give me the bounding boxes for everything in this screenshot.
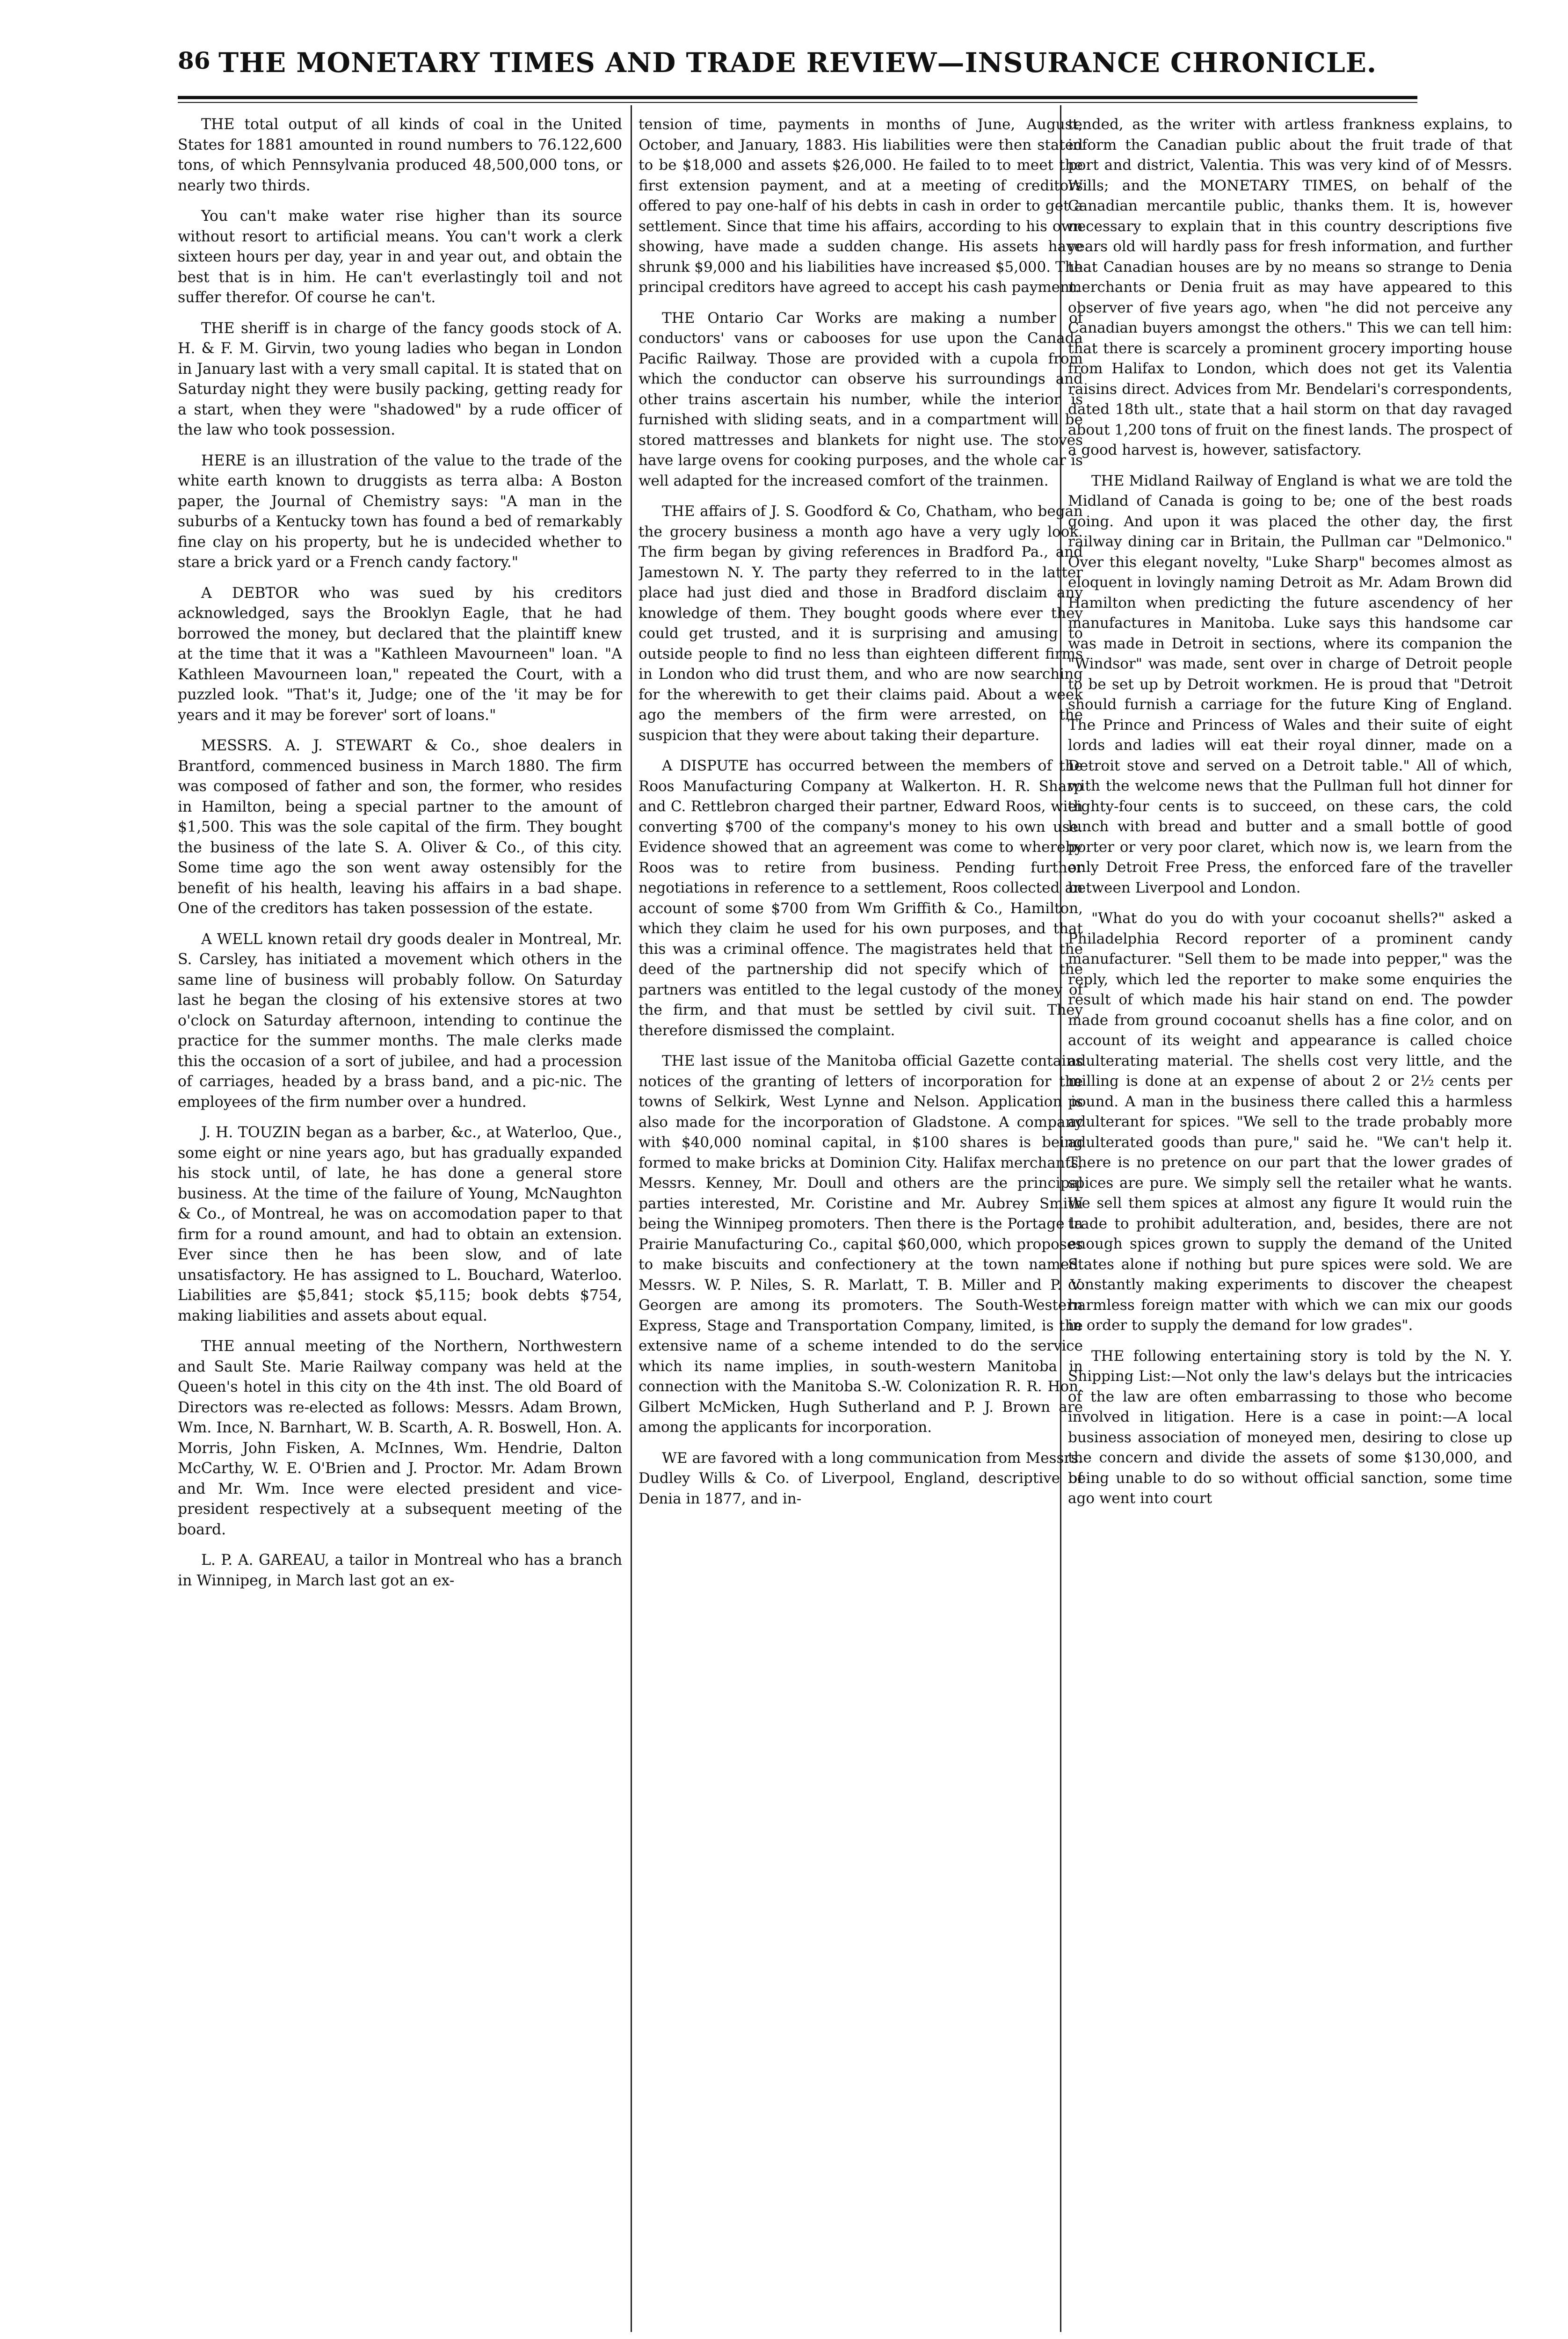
header-rule-thin (178, 102, 1417, 103)
article-paragraph: THE annual meeting of the Northern, Northwestern and Sault Ste. Marie Railway company was held at the Queen's hotel in this city on the 4th inst. The old Board of Directors was re-elected as follows: Messrs. Adam Brown, Wm. Ince, N. Barnhart, W. B. Scarth, A. R. Boswell, Hon. A. Morris, John Fisken, A. McInnes, Wm. Hendrie, Dalton McCarthy, W. E. O'Brien and J. Proctor. Mr. Adam Brown and Mr. Wm. Ince were elected president and vice-president respectively at a subsequent meeting of the board. (178, 1338, 622, 1538)
article-paragraph: WE are favored with a long communication from Messrs. Dudley Wills & Co. of Liverpool, England, descriptive of Denia in 1877, and in- (639, 1449, 1083, 1507)
article-paragraph: A DISPUTE has occurred between the members of the Roos Manufacturing Company at Walkerton. H. R. Sharp and C. Rettlebron charged their partner, Edward Roos, with converting $700 of the company's money to his own use. Evidence showed that an agreement was come to whereby Roos was to retire from business. Pending further negotiations in reference to a settlement, Roos collected an account of some $700 from Wm Griffith & Co., Hamilton, which they claim he used for his own purposes, and that this was a criminal offence. The magistrates held that the deed of the partnership did not specify which of the partners was entitled to the legal custody of the money of the firm, and that must be settled by civil suit. They therefore dismissed the complaint. (639, 757, 1083, 1039)
article-paragraph-continued: tension of time, payments in months of June, August, October, and January, 1883. His liabilities were then stated to be $18,000 and assets $26,000. He failed to to meet the first extension payment, and at a meeting of creditors offered to pay one-half of his debts in cash in order to get a settlement. Since that time his affairs, according to his own showing, have made a sudden change. His assets have shrunk $9,000 and his liabilities have increased $5,000. The principal creditors have agreed to accept his cash payment. (639, 116, 1083, 296)
article-paragraph: THE Midland Railway of England is what we are told the Midland of Canada is going to be; one of the best roads going. And upon it was placed the other day, the first railway dining car in Britain, the Pullman car "Delmonico." Over this elegant novelty, "Luke Sharp" becomes almost as eloquent in lovingly naming Detroit as Mr. Adam Brown did Hamilton when predicting the future ascendency of her manufactures in Manitoba. Luke says this handsome car was made in Detroit in sections, where its companion the "Windsor" was made, sent over in charge of Detroit people to be set up by Detroit workmen. He is proud that "Detroit should furnish a carriage for the future King of England. The Prince and Princess of Wales and their suite of eight lords and ladies will eat their royal dinner, made on a Detroit stove and served on a Detroit table." All of which, with the welcome news that the Pullman full hot dinner for eighty-four cents is to succeed, on these cars, the cold lunch with bread and butter and a small bottle of good porter or very poor claret, which now is, we learn from the only Detroit Free Press, the enforced fare of the traveller between Liverpool and London. (1068, 472, 1512, 896)
article-paragraph: A WELL known retail dry goods dealer in Montreal, Mr. S. Carsley, has initiated a movement which others in the same line of business will probably follow. On Saturday last he began the closing of his extensive stores at two o'clock on Saturday afternoon, intending to continue the practice for the summer months. The male clerks made this the occasion of a sort of jubilee, and had a procession of carriages, headed by a brass band, and a pic-nic. The employees of the firm number over a hundred. (178, 930, 622, 1111)
header-rule-thick (178, 96, 1417, 99)
article-paragraph: J. H. TOUZIN began as a barber, &c., at Waterloo, Que., some eight or nine years ago, but has gradually expanded his stock until, of late, he has done a general store business. At the time of the failure of Young, McNaughton & Co., of Montreal, he was on accomodation paper to that firm for a round amount, and had to obtain an extension. Ever since then he has been slow, and of late unsatisfactory. He has assigned to L. Bouchard, Waterloo. Liabilities are $5,841; stock $5,115; book debts $754, making liabilities and assets about equal. (178, 1124, 622, 1324)
column-divider (631, 105, 632, 2332)
article-paragraph: THE last issue of the Manitoba official Gazette contains notices of the granting of letters of incorporation for the towns of Selkirk, West Lynne and Nelson. Application is also made for the incorporation of Gladstone. A company with $40,000 nominal capital, in $100 shares is being formed to make bricks at Dominion City. Halifax merchants, Messrs. Kenney, Mr. Doull and others are the principal parties interested, Mr. Coristine and Mr. Aubrey Smith being the Winnipeg promoters. Then there is the Portage la Prairie Manufacturing Co., capital $60,000, which proposes to make biscuits and confectionery at the town named. Messrs. W. P. Niles, S. R. Marlatt, T. B. Miller and P. V. Georgen are among its promoters. The South-Western Express, Stage and Transportation Company, limited, is the extensive name of a scheme intended to do the service which its name implies, in south-western Manitoba in connection with the Manitoba S.-W. Colonization R. R. Hon. Gilbert McMicken, Hugh Sutherland and P. J. Brown are among the applicants for incorporation. (639, 1053, 1083, 1436)
article-paragraph: You can't make water rise higher than its source without resort to artificial means. You can't work a clerk sixteen hours per day, year in and year out, and obtain the best that is in him. He can't everlastingly toil and not suffer therefor. Of course he can't. (178, 208, 622, 306)
article-paragraph: THE affairs of J. S. Goodford & Co, Chatham, who began the grocery business a month ago have a very ugly look. The firm began by giving references in Bradford Pa., and Jamestown N. Y. The party they referred to in the latter place had just died and those in Bradford disclaim any knowledge of them. They bought goods where ever they could get trusted, and it is surprising and amusing to outside people to find no less than eighteen different firms in London who did trust them, and who are now searching for the wherewith to get their claims paid. About a week ago the members of the firm were arrested, on the suspicion that they were about taking their departure. (639, 503, 1083, 744)
article-paragraph: "What do you do with your cocoanut shells?" asked a Philadelphia Record reporter of a prominent candy manufacturer. "Sell them to be made into pepper," was the reply, which led the reporter to make some enquiries the result of which made his hair stand on end. The powder made from ground cocoanut shells has a fine color, and on account of its weight and appearance is called choice adulterating material. The shells cost very little, and the milling is done at an expense of about 2 or 2½ cents per pound. A man in the business there called this a harmless adulterant for spices. "We sell to the trade probably more adulterated goods than pure," said he. "We can't help it. There is no pretence on our part that the lower grades of spices are pure. We simply sell the retailer what he wants. We sell them spices at almost any figure It would ruin the trade to prohibit adulteration, and, besides, there are not enough spices grown to supply the demand of the United States alone if nothing but pure spices were sold. We are constantly making experiments to discover the cheapest harmless foreign matter with which we can mix our goods in order to supply the demand for low grades". (1068, 910, 1512, 1334)
article-paragraph: A DEBTOR who was sued by his creditors acknowledged, says the Brooklyn Eagle, that he had borrowed the money, but declared that the plaintiff knew at the time that it was a "Kathleen Mavourneen" loan. "A Kathleen Mavourneen loan," repeated the Court, with a puzzled look. "That's it, Judge; one of the 'it may be for years and it may be forever' sort of loans." (178, 584, 622, 724)
article-paragraph: THE sheriff is in charge of the fancy goods stock of A. H. & F. M. Girvin, two young ladies who began in London in January last with a very small capital. It is stated that on Saturday night they were busily packing, getting ready for a start, when they were "shadowed" by a rude officer of the law who took possession. (178, 320, 622, 438)
article-paragraph: HERE is an illustration of the value to the trade of the white earth known to druggists as terra alba: A Boston paper, the Journal of Chemistry says: "A man in the suburbs of a Kentucky town has found a bed of remarkably fine clay on his property, but he is undecided whether to stare a brick yard or a French candy factory." (178, 452, 622, 571)
article-paragraph: MESSRS. A. J. STEWART & Co., shoe dealers in Brantford, commenced business in March 1880. The firm was composed of father and son, the former, who resides in Hamilton, being a special partner to the amount of $1,500. This was the sole capital of the firm. They bought the business of the late S. A. Oliver & Co., of this city. Some time ago the son went away ostensibly for the benefit of his health, leaving his affairs in a bad shape. One of the creditors has taken possession of the estate. (178, 737, 622, 917)
article-paragraph-continued: tended, as the writer with artless frankness explains, to inform the Canadian public about the fruit trade of that port and district, Valentia. This was very kind of of Messrs. Wills; and the MONETARY TIMES, on behalf of the Canadian mercantile public, thanks them. It is, however necessary to explain that in this country descriptions five years old will hardly pass for fresh information, and further that Canadian houses are by no means so strange to Denia merchants or Denia fruit as may have appeared to this observer of five years ago, when "he did not perceive any Canadian buyers amongst the others." This we can tell him: that there is scarcely a prominent grocery importing house from Halifax to London, which does not get its Valentia raisins direct. Advices from Mr. Bendelari's correspondents, dated 18th ult., state that a hail storm on that day ravaged about 1,200 tons of fruit on the finest lands. The prospect of a good harvest is, however, satisfactory. (1068, 116, 1512, 458)
column-3 (1068, 115, 1512, 2332)
article-paragraph: THE following entertaining story is told by the N. Y. Shipping List:—Not only the law's delays but the intricacies of the law are often embarrassing to those who become involved in litigation. Here is a case in point:—A local business association of moneyed men, desiring to close up the concern and divide the assets of some $130,000, and being unable to do so without official sanction, some time ago went into court (1068, 1347, 1512, 1507)
column-2 (639, 115, 1083, 2332)
page-header (178, 47, 1417, 91)
article-paragraph: THE Ontario Car Works are making a number of conductors' vans or cabooses for use upon the Canada Pacific Railway. Those are provided with a cupola from which the conductor can observe his surroundings and other trains ascertain his number, while the interior is furnished with sliding seats, and in a compartment will be stored mattresses and blankets for night use. The stoves have large ovens for cooking purposes, and the whole car is well adapted for the increased comfort of the trainmen. (639, 309, 1083, 489)
article-paragraph: THE total output of all kinds of coal in the United States for 1881 amounted in round numbers to 76.122,600 tons, of which Pennsylvania produced 48,500,000 tons, or nearly two thirds. (178, 116, 622, 194)
page-number: 86 (178, 47, 211, 74)
article-paragraph: L. P. A. GAREAU, a tailor in Montreal who has a branch in Winnipeg, in March last got an ex- (178, 1552, 622, 1589)
column-1 (178, 115, 622, 2332)
running-title: THE MONETARY TIMES AND TRADE REVIEW—INSURANCE CHRONICLE. (218, 47, 1377, 79)
